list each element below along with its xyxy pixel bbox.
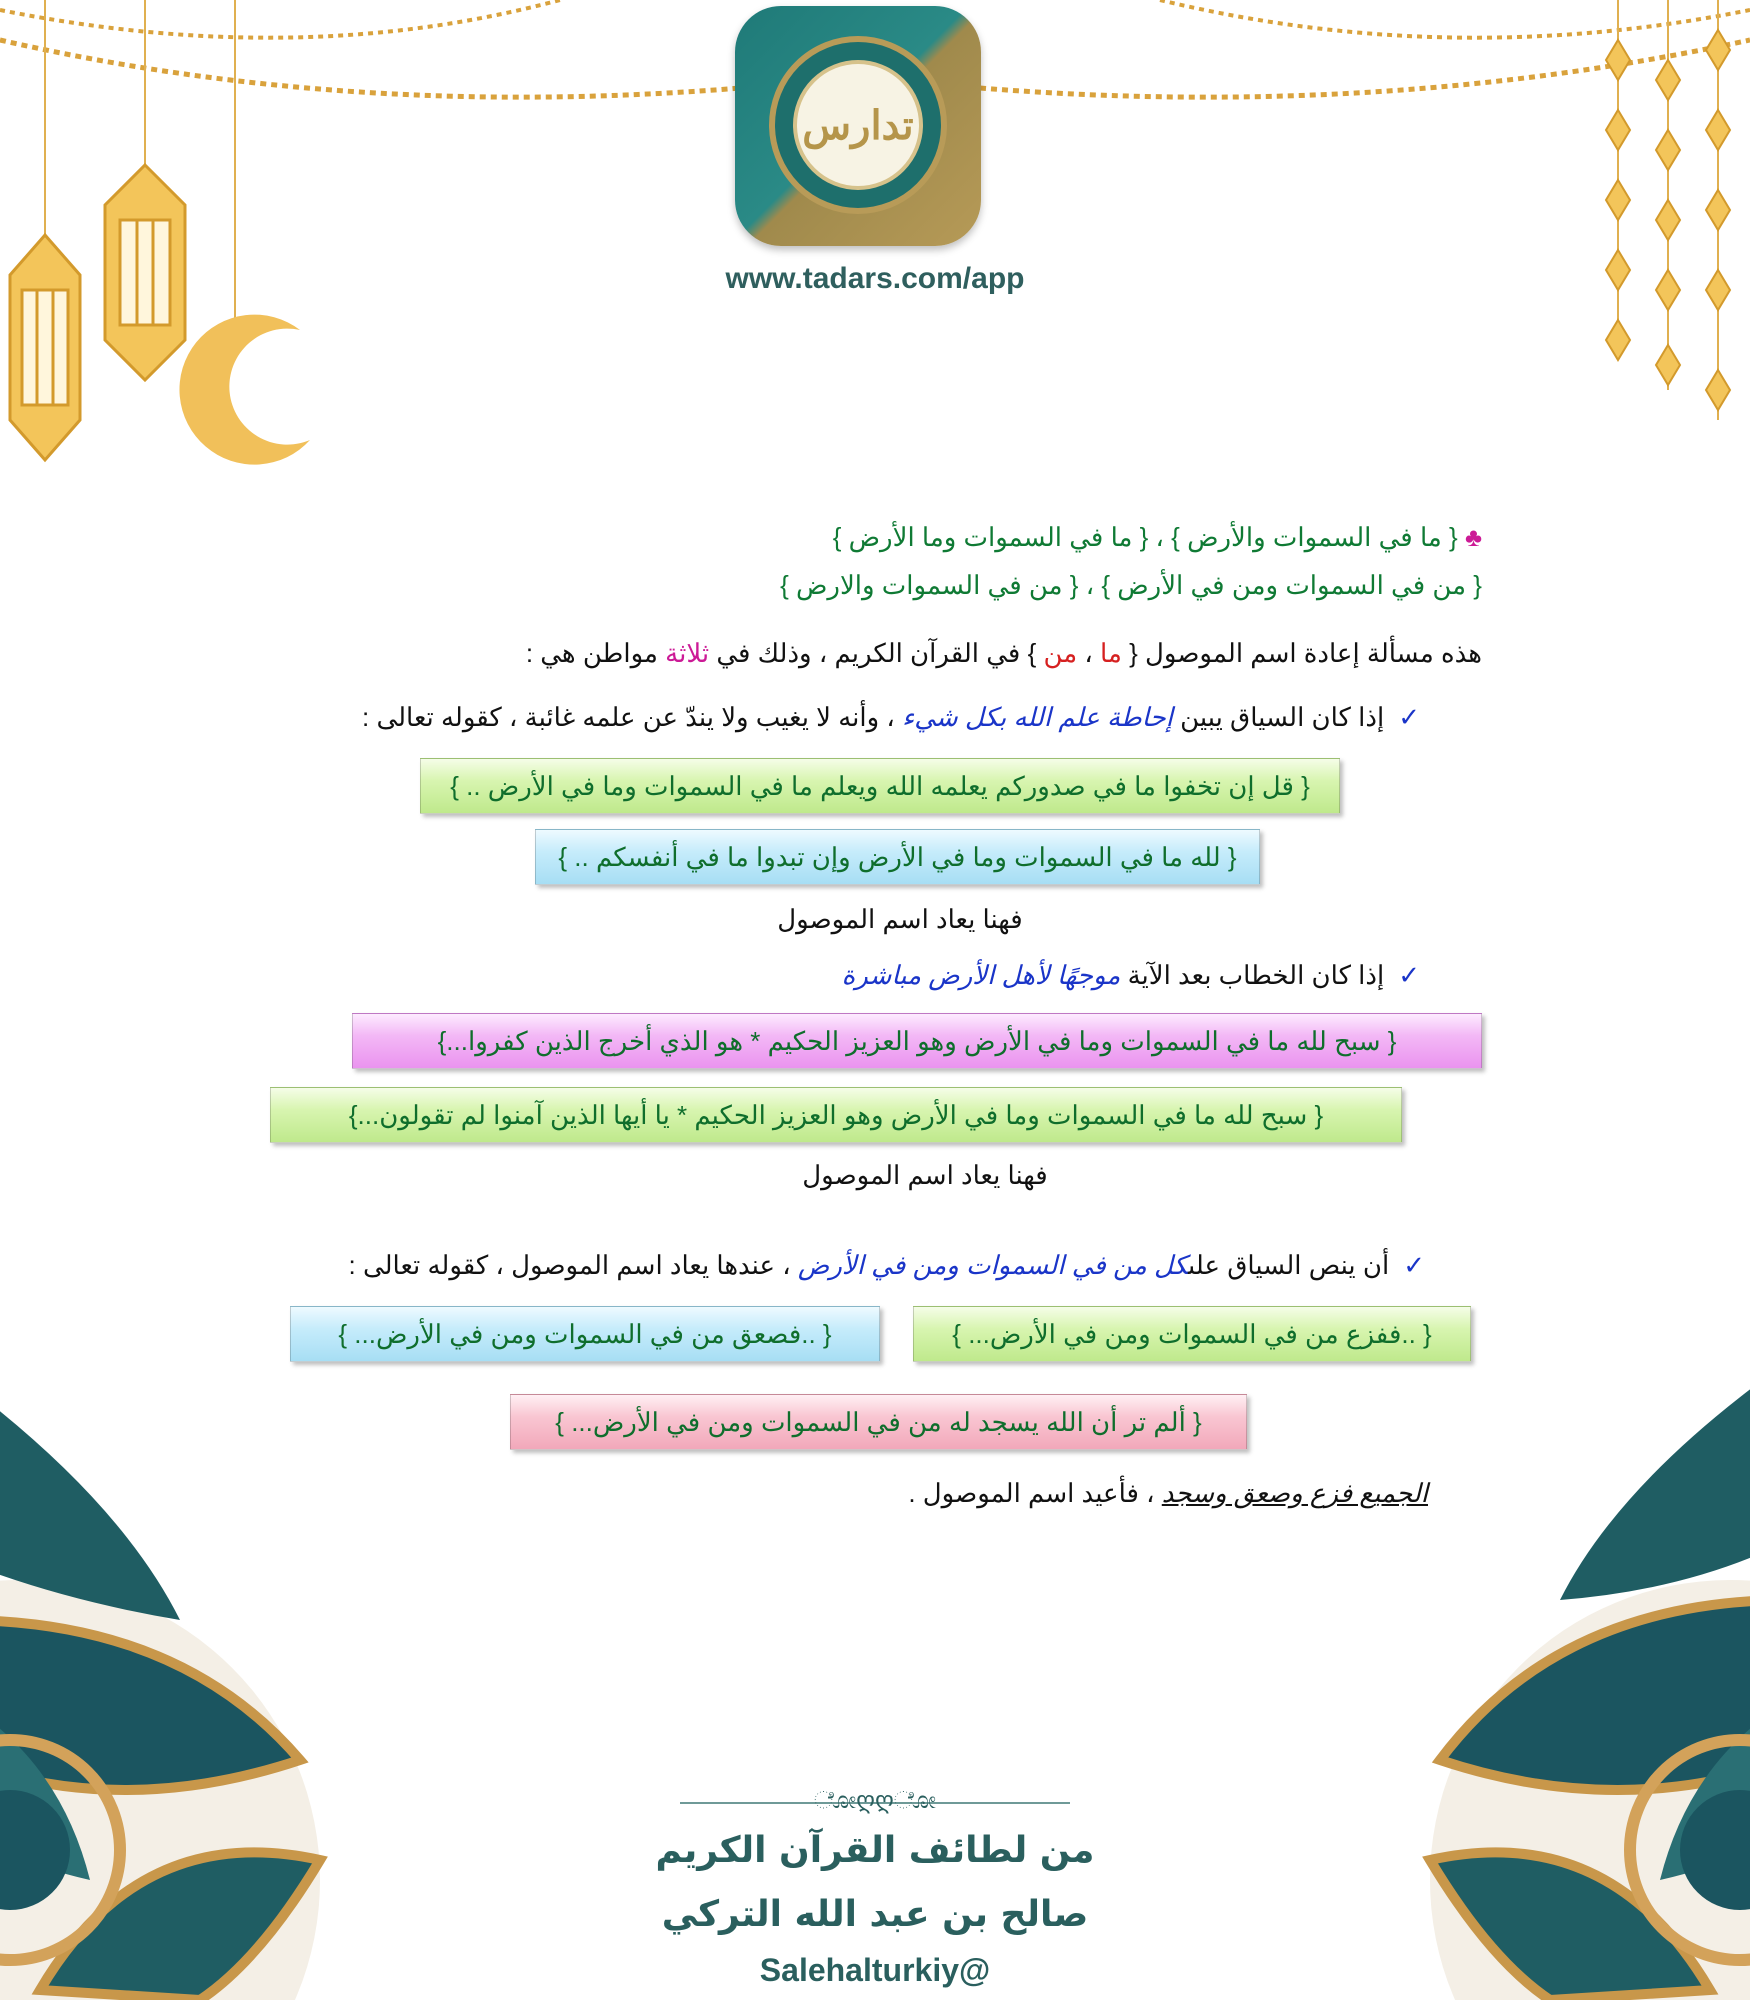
flower-decoration-right	[1430, 1360, 1750, 2000]
intro-line-3: هذه مسألة إعادة اسم الموصول { ما ، من } في القرآن الكريم ، وذلك في ثلاثة مواطن هي :	[525, 638, 1482, 668]
garland-left-upper	[0, 0, 560, 38]
intro-line-1: ♣ { ما في السموات والأرض } ، { ما في السموات وما الأرض }	[832, 522, 1482, 552]
case-1-heading: ✓إذا كان السياق يبين إحاطة علم الله بكل شيء ، وأنه لا يغيب ولا يندّ عن علمه غائبة ، كقوله تعالى :	[362, 702, 1420, 732]
case-3-conclusion: الجميع فزع وصعق وسجد ، فأعيد اسم الموصول .	[908, 1478, 1428, 1508]
lantern-left-2	[105, 0, 185, 380]
club-bullet-icon: ♣	[1464, 522, 1482, 552]
case-1-conclusion: فهنا يعاد اسم الموصول	[777, 904, 1023, 934]
hanging-diamonds-right	[1606, 0, 1730, 420]
footer-ornament: ೋღღೋ	[813, 1786, 937, 1814]
case-3-heading: ✓أن ينص السياق علىكل من في السموات ومن في الأرض ، عندها يعاد اسم الموصول ، كقوله تعالى :	[348, 1250, 1425, 1280]
verse-box: { قل إن تخفوا ما في صدوركم يعلمه الله ويعلم ما في السموات وما في الأرض .. }	[420, 758, 1340, 814]
check-icon: ✓	[1403, 1250, 1425, 1280]
garland-right	[980, 40, 1750, 97]
crescent-moon-icon	[179, 0, 310, 465]
logo-ring	[769, 36, 947, 214]
footer-handle[interactable]: @Salehalturkiy	[759, 1952, 991, 1988]
verse-box: { لله ما في السموات وما في الأرض وإن تبدوا ما في أنفسكم .. }	[535, 829, 1260, 885]
flower-decoration-left	[0, 1380, 320, 2000]
garland-right-upper	[1160, 0, 1750, 38]
check-icon: ✓	[1398, 702, 1420, 732]
verse-box: { سبح لله ما في السموات وما في الأرض وهو العزيز الحكيم * يا أيها الذين آمنوا لم تقولون...}	[270, 1087, 1402, 1143]
verse-box: { ألم تر أن الله يسجد له من في السموات ومن في الأرض... }	[510, 1394, 1247, 1450]
verse-box: { سبح لله ما في السموات وما في الأرض وهو العزيز الحكيم * هو الذي أخرج الذين كفروا...}	[352, 1013, 1482, 1069]
website-url[interactable]: www.tadars.com/app	[725, 262, 1025, 295]
garland-left	[0, 40, 740, 97]
check-icon: ✓	[1398, 960, 1420, 990]
case-2-conclusion: فهنا يعاد اسم الموصول	[802, 1160, 1048, 1190]
case-2-heading: ✓إذا كان الخطاب بعد الآية موجهًا لأهل الأرض مباشرة	[841, 960, 1420, 990]
footer-series-title: من لطائف القرآن الكريم	[655, 1830, 1095, 1871]
verse-box: { ..ففزع من في السموات ومن في الأرض... }	[913, 1306, 1471, 1362]
lantern-left-1	[10, 0, 80, 460]
logo-text: تدارس	[793, 60, 923, 190]
tadars-logo	[735, 6, 981, 246]
footer-author: صالح بن عبد الله التركي	[661, 1894, 1089, 1935]
intro-line-2: { من في السموات ومن في الأرض } ، { من في السموات والارض }	[780, 570, 1482, 600]
verse-box: { ..فصعق من في السموات ومن في الأرض... }	[290, 1306, 880, 1362]
